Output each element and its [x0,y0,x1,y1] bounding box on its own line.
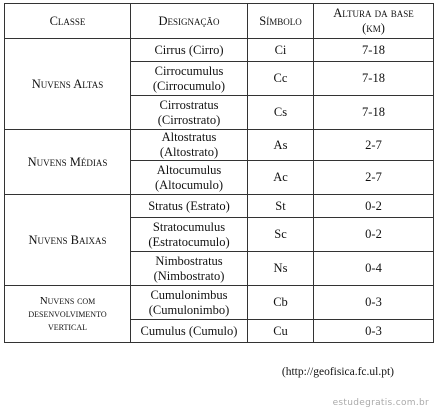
designacao-text: Cirrostratus [159,97,219,112]
designacao-text: (Nimbostrato) [153,268,225,283]
table-row [5,130,434,161]
header-classe: Classe [5,4,131,39]
simbolo-cell: St [248,195,314,218]
table-row [5,195,434,218]
designacao-text: (Cirrostrato) [157,112,221,127]
header-designacao: Designação [131,4,248,39]
designacao-text: Stratocumulus [152,219,226,234]
altura-cell: 7-18 [314,96,434,130]
table-header-row [5,4,434,39]
classe-cell [5,286,131,343]
simbolo-cell: Ac [248,161,314,195]
altura-cell: 0-2 [314,218,434,252]
simbolo-cell: Cu [248,320,314,343]
header-simbolo: Símbolo [248,4,314,39]
designacao-text: Nimbostratus [155,253,223,268]
altura-cell: 0-4 [314,252,434,286]
table-row [5,39,434,62]
simbolo-cell: Cb [248,286,314,320]
altura-cell: 2-7 [314,161,434,195]
designacao-cell [131,130,248,161]
designacao-cell [131,62,248,96]
altura-cell: 7-18 [314,62,434,96]
header-altura-unit: (km) [362,21,385,35]
altura-cell: 0-2 [314,195,434,218]
designacao-text: (Estratocumulo) [148,234,230,249]
simbolo-cell: Ns [248,252,314,286]
altura-cell: 0-3 [314,320,434,343]
designacao-cell [131,218,248,252]
simbolo-cell: Sc [248,218,314,252]
designacao-cell [131,252,248,286]
designacao-text: Cirrocumulus [154,63,224,78]
classe-cell [5,130,131,195]
simbolo-cell: Ci [248,39,314,62]
simbolo-cell: Cs [248,96,314,130]
designacao-text: Cumulonimbus [150,287,228,302]
watermark: estudegratis.com.br [332,398,429,408]
classe-text: Nuvens Altas [31,76,104,91]
classe-text: Nuvens com [39,294,96,307]
header-altura [314,4,434,39]
simbolo-cell: Cc [248,62,314,96]
classe-text: Nuvens Baixas [28,232,107,247]
designacao-cell [131,195,248,218]
designacao-text: (Cumulonimbo) [148,302,230,317]
classe-cell [5,195,131,286]
classe-text: Nuvens Médias [27,154,108,169]
table-row [5,286,434,320]
designacao-text: Altocumulus [156,162,222,177]
designacao-text: Cirrus (Cirro) [154,42,224,57]
source-citation: (http://geofisica.fc.ul.pt) [281,366,394,378]
designacao-cell [131,39,248,62]
altura-cell: 2-7 [314,130,434,161]
designacao-text: (Cirrocumulo) [152,78,226,93]
designacao-cell [131,320,248,343]
classe-text: desenvolvimento [28,307,107,320]
designacao-text: (Altocumulo) [154,177,224,192]
designacao-text: Altostratus (Altostrato) [159,130,219,159]
table-body [5,39,434,343]
cloud-classification-table [4,3,434,343]
designacao-text: Cumulus (Cumulo) [140,323,238,338]
designacao-cell [131,286,248,320]
altura-cell: 0-3 [314,286,434,320]
header-altura-title: Altura da base [333,6,414,20]
designacao-text: Stratus (Estrato) [148,198,230,213]
simbolo-cell: As [248,130,314,161]
altura-cell: 7-18 [314,39,434,62]
classe-cell [5,39,131,130]
designacao-cell [131,161,248,195]
designacao-cell [131,96,248,130]
classe-text: vertical [47,320,88,333]
